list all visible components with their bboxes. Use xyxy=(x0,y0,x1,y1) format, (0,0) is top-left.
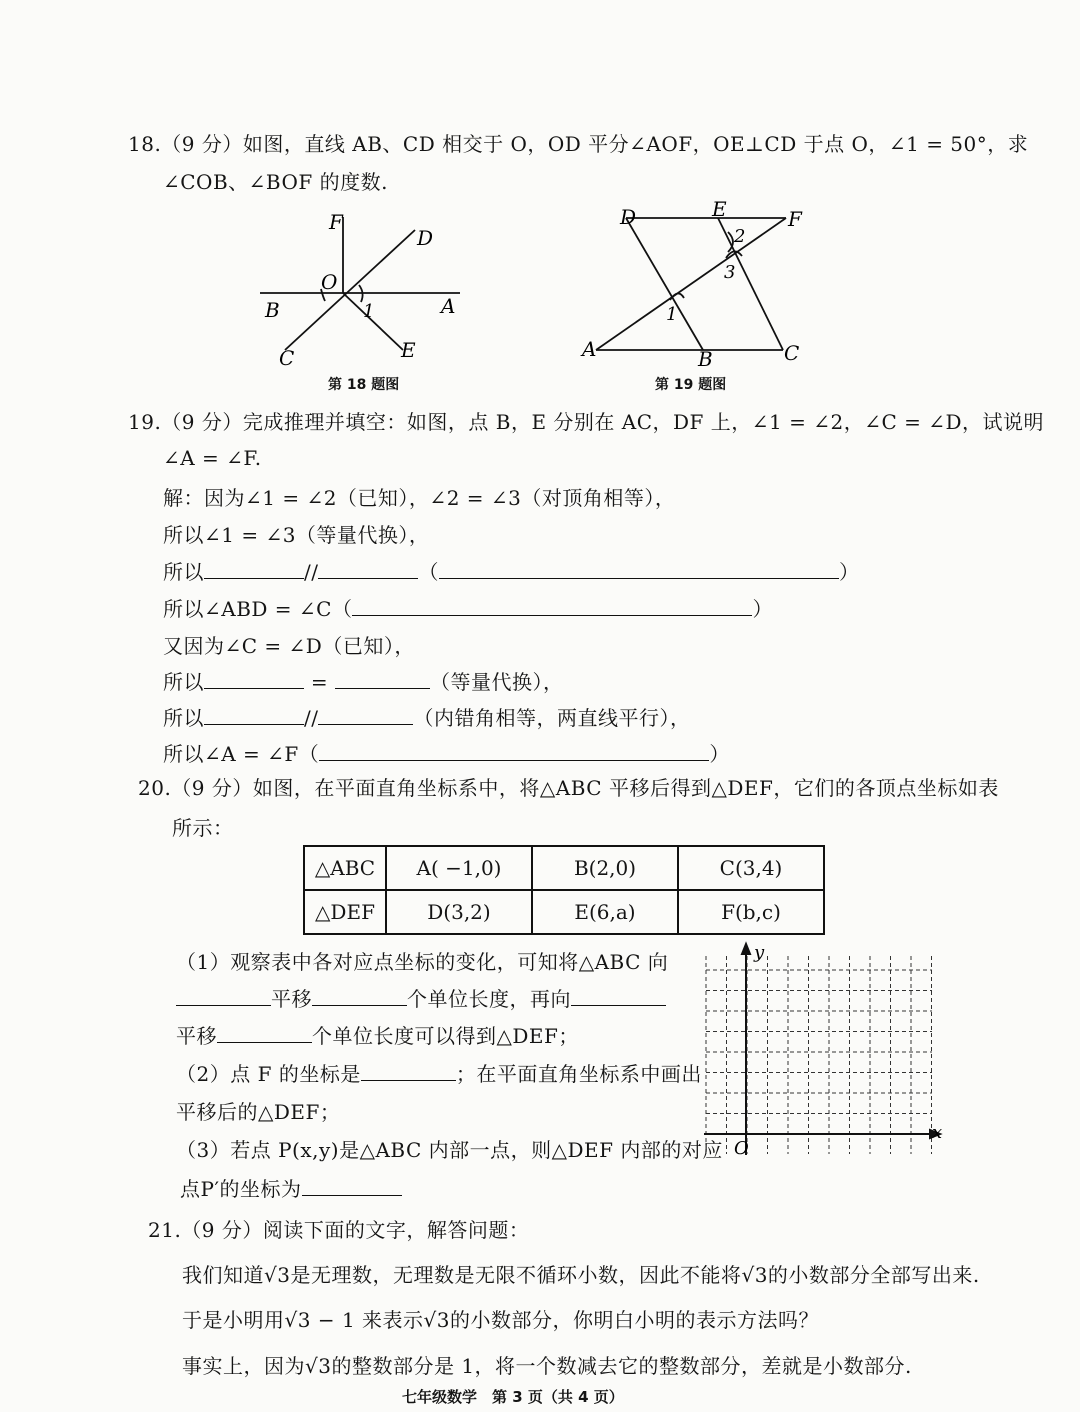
table-row xyxy=(304,890,824,934)
table-row xyxy=(304,846,824,890)
answer-blank[interactable] xyxy=(318,560,418,579)
q19-line10 xyxy=(163,738,730,767)
figure-18-caption: 第 18 题图 xyxy=(328,377,400,393)
q20-p2-end: ；在平面直角坐标系中画出 xyxy=(455,1062,702,1086)
q19-line7: 又因为∠C = ∠D（已知）， xyxy=(163,634,415,658)
q19-line9-reason: （内错角相等，两直线平行）， xyxy=(413,706,691,730)
open-paren: （ xyxy=(418,560,439,584)
q20-p1-mid: 平移 xyxy=(271,987,312,1011)
q20-p3-line1: （3）若点 P(x,y)是△ABC 内部一点，则△DEF 内部的对应 xyxy=(176,1138,723,1162)
answer-blank[interactable] xyxy=(302,1177,402,1196)
q20-p2-line2: 平移后的△DEF； xyxy=(176,1100,341,1124)
q19-label-2: 2 xyxy=(734,226,746,247)
q20-p3-line2 xyxy=(180,1173,402,1202)
q19-label-A: A xyxy=(582,337,597,361)
figure-19-caption: 第 19 题图 xyxy=(655,377,727,393)
q19-line10-prefix: 所以∠A = ∠F（ xyxy=(163,742,320,766)
table-cell: D(3,2) xyxy=(386,890,532,934)
table-cell: C(3,4) xyxy=(678,846,824,890)
q20-p2-line1 xyxy=(176,1058,702,1087)
q19-label-3: 3 xyxy=(724,262,736,283)
q19-label-B: B xyxy=(698,347,713,368)
q18-label-A: A xyxy=(441,294,456,318)
q20-p1-line3-start: 平移 xyxy=(176,1024,217,1048)
q19-line6 xyxy=(163,593,773,622)
q20-p2-start: （2）点 F 的坐标是 xyxy=(176,1062,361,1086)
coordinate-table xyxy=(303,845,825,935)
q20-p3-line2-text: 点P′的坐标为 xyxy=(180,1177,302,1201)
answer-blank[interactable] xyxy=(204,560,304,579)
figure-18 xyxy=(255,205,475,370)
table-cell: △ABC xyxy=(304,846,386,890)
figure-19 xyxy=(578,198,808,368)
q19-line5-prefix: 所以 xyxy=(163,560,204,584)
q21-line3: 于是小明用√3 − 1 来表示√3的小数部分，你明白小明的表示方法吗？ xyxy=(182,1308,819,1332)
answer-blank[interactable] xyxy=(361,1062,456,1081)
close-paren: ） xyxy=(752,597,773,621)
q19-line6-prefix: 所以∠ABD = ∠C（ xyxy=(163,597,353,621)
q20-p1-line1: （1）观察表中各对应点坐标的变化，可知将△ABC 向 xyxy=(176,950,669,974)
q20-p1-line2 xyxy=(176,983,666,1012)
q19-line3: 解：因为∠1 = ∠2（已知），∠2 = ∠3（对顶角相等）， xyxy=(163,486,676,510)
close-paren: ） xyxy=(838,560,860,584)
q19-label-1: 1 xyxy=(666,304,678,325)
q19-line1: 19.（9 分）完成推理并填空：如图，点 B，E 分别在 AC，DF 上，∠1 = ∠2，∠C = ∠D，试说明 xyxy=(128,410,1045,434)
table-cell: A( −1,0) xyxy=(386,846,532,890)
answer-blank[interactable] xyxy=(319,742,709,761)
answer-blank[interactable] xyxy=(176,987,271,1006)
origin-label: O xyxy=(734,1138,749,1159)
answer-blank[interactable] xyxy=(352,597,752,616)
q21-line2: 我们知道√3是无理数，无理数是无限不循环小数，因此不能将√3的小数部分全部写出来. xyxy=(182,1263,980,1287)
q18-line2: ∠COB、∠BOF 的度数. xyxy=(163,170,388,194)
answer-blank[interactable] xyxy=(439,560,839,579)
close-paren: ） xyxy=(709,742,730,766)
q21-line1: 21.（9 分）阅读下面的文字，解答问题： xyxy=(148,1218,530,1242)
page-footer: 七年级数学 第 3 页（共 4 页） xyxy=(402,1388,624,1406)
y-axis-label: y xyxy=(754,942,765,963)
answer-blank[interactable] xyxy=(318,706,413,725)
q19-line8 xyxy=(163,666,563,695)
q19-label-D: D xyxy=(620,205,637,229)
parallel-symbol: // xyxy=(304,560,319,584)
x-axis-label: x xyxy=(932,1122,943,1143)
answer-blank[interactable] xyxy=(571,987,666,1006)
q19-line4: 所以∠1 = ∠3（等量代换）， xyxy=(163,523,430,547)
q20-line2: 所示： xyxy=(172,816,234,840)
q21-line4: 事实上，因为√3的整数部分是 1，将一个数减去它的整数部分，差就是小数部分. xyxy=(182,1354,912,1378)
q18-label-F: F xyxy=(329,210,343,234)
answer-blank[interactable] xyxy=(204,706,304,725)
answer-blank[interactable] xyxy=(204,670,304,689)
equals-sign: = xyxy=(310,670,329,694)
q19-line8-reason: （等量代换）， xyxy=(429,670,564,694)
q19-line9-prefix: 所以 xyxy=(163,706,204,730)
q18-label-1: 1 xyxy=(363,301,375,322)
q20-p1-line3-end: 个单位长度可以得到△DEF； xyxy=(312,1024,579,1048)
q20-line1: 20.（9 分）如图，在平面直角坐标系中，将△ABC 平移后得到△DEF，它们的各顶点坐标如表 xyxy=(138,776,999,800)
q19-label-F: F xyxy=(788,207,802,231)
q20-p1-end: 个单位长度，再向 xyxy=(407,987,571,1011)
parallel-symbol: // xyxy=(304,706,319,730)
q18-label-D: D xyxy=(417,226,434,250)
q18-label-O: O xyxy=(321,270,338,294)
answer-blank[interactable] xyxy=(335,670,430,689)
q19-label-C: C xyxy=(784,341,800,365)
q19-line9 xyxy=(163,702,690,731)
q19-line8-prefix: 所以 xyxy=(163,670,204,694)
q18-label-C: C xyxy=(279,346,295,370)
q19-line5 xyxy=(163,556,859,585)
q20-p1-line3 xyxy=(176,1020,579,1049)
coordinate-grid[interactable] xyxy=(700,940,950,1160)
table-cell: F(b,c) xyxy=(678,890,824,934)
table-cell: △DEF xyxy=(304,890,386,934)
q19-line2: ∠A = ∠F. xyxy=(163,446,262,470)
answer-blank[interactable] xyxy=(312,987,407,1006)
q18-label-B: B xyxy=(265,298,280,322)
answer-blank[interactable] xyxy=(217,1024,312,1043)
y-axis-arrow xyxy=(742,944,750,954)
q18-line1: 18.（9 分）如图，直线 AB、CD 相交于 O，OD 平分∠AOF，OE⊥CD 于点 O，∠1 = 50°，求 xyxy=(128,132,1029,156)
q18-label-E: E xyxy=(401,338,416,362)
table-cell: B(2,0) xyxy=(532,846,678,890)
table-cell: E(6,a) xyxy=(532,890,678,934)
q19-label-E: E xyxy=(712,198,727,221)
